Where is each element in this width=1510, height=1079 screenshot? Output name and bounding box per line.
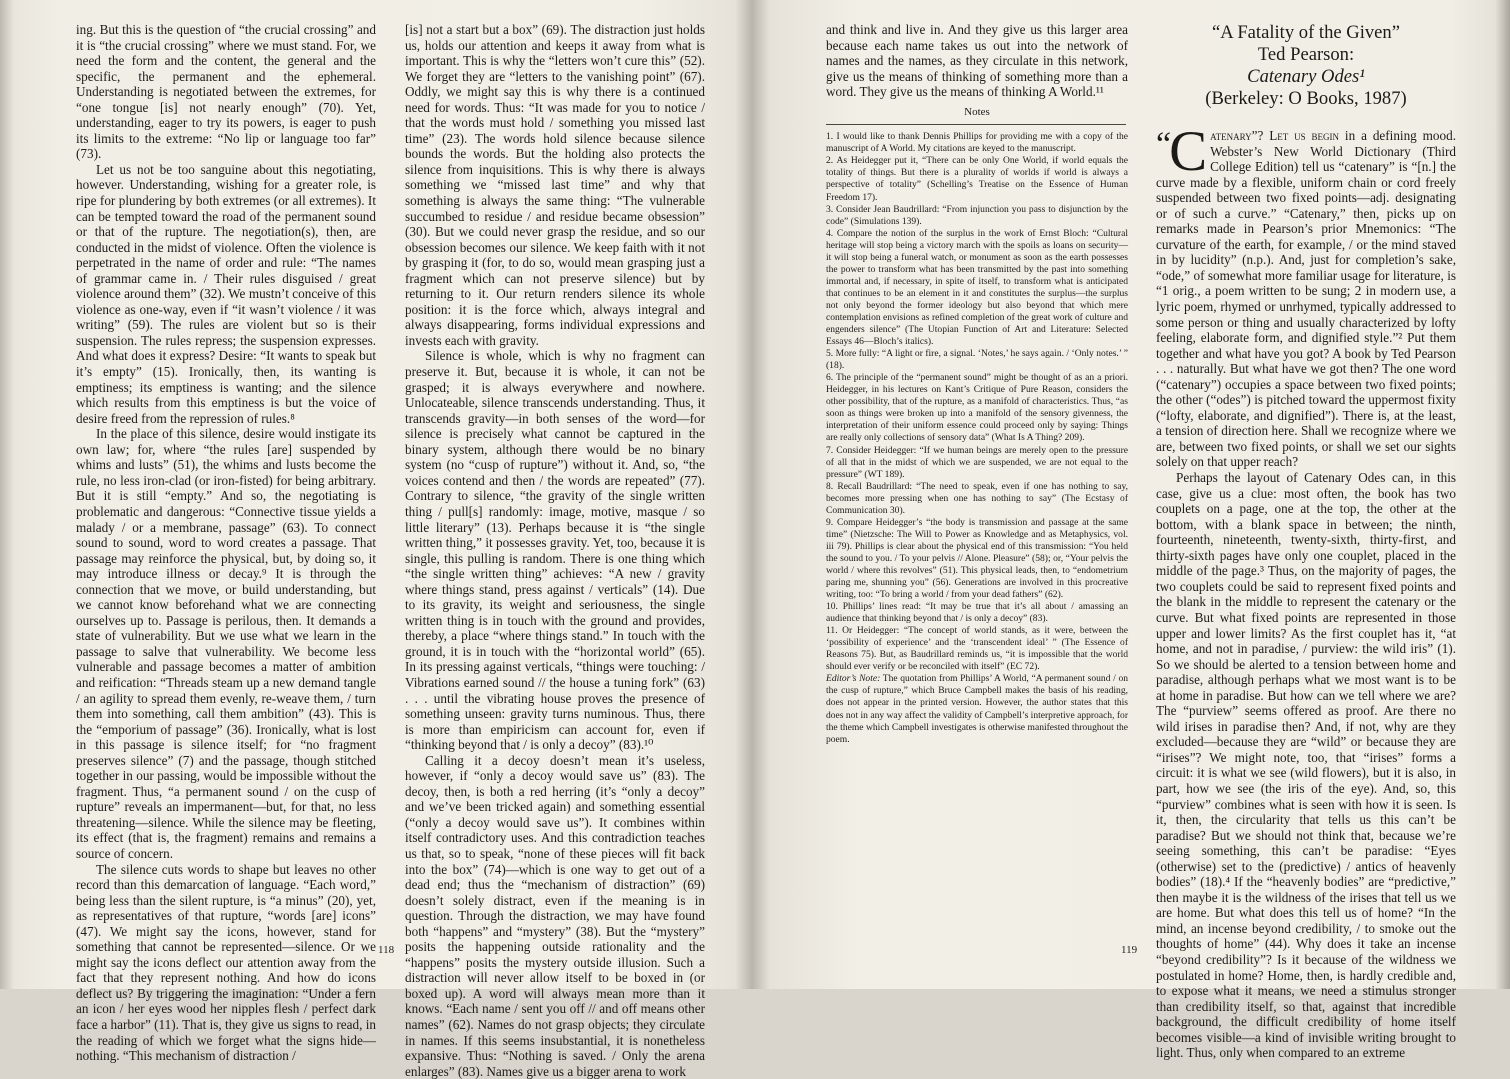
paragraph (1156, 120, 1456, 470)
drop-cap (1156, 120, 1208, 183)
footnote: 6. The principle of the “permanent sound” might be thought of as an a priori. Heidegger, in his lectures on Kant’s Critique of Pure Reason, considers the other possibility, that of the rupture, as a manifold of characteristics. Thus, “as soon as things were broken up into a manifold of the sensory givenness, the interpretation of their uniform essence could proceed only by saying: Things are really only collections of sensory data” (What Is A Thing? 209). (826, 372, 1128, 444)
footnote: 4. Compare the notion of the surplus in the work of Ernst Bloch: “Cultural heritage will stop being a victory march with the spoils as loans on security—it will stop being a funeral watch, or monument as soon as the earth possesses the power to transform what has been transmitted by the past into something immortal and, if necessary, in spite of itself, to transform what is anticipated that continues to be an element in it and constitutes the surplus—the surplus not only beyond the former ideology but also beyond that which mere contemplation envisions as refined completion of the great work of culture and engenders silence” (The Utopian Function of Art and Literature: Selected Essays 46—Bloch’s italics). (826, 227, 1128, 348)
paragraph: and think and live in. And they give us this larger area because each name takes us out into the network of names and the names, as they circulate in this network, give us the means of thinking of something more than a word. They give us the means of thinking A World.¹¹ (826, 22, 1128, 100)
paragraph: In the place of this silence, desire would instigate its own law; for, where “the rules [are] suspended by whims and lusts” (51), the whims and lusts become the rule, no less iron-clad (or iron-fisted) for being arbitrary. But it is still “empty.” And so, the negotiating is problematic and dangerous: “Connective tissue yields a malady / or a membrane, passage” (63). To connect sound to sound, word to word creates a passage. That passage may reinforce the physical, but, by doing so, it may introduce illness or decay.⁹ It is through the connection that we move, or build understanding, but we cannot know beforehand what we are connecting ourselves up to. Passage is perilous, then. It demands a state of vulnerability. But we use what we learn in the passage to salve that vulnerability. We become less vulnerable and passage becomes a matter of ambition and reification: “Threads steam up a new demand tangle / an agility to spread them evenly, re-weave them, / turn them into something, call them ambition” (43). This is the “emporium of passage” (36). Ironically, what is lost in this passage is silence itself; for “no fragment preserves silence” (7) and the passage, though stitched together in our passing, would be impossible without the fragment. Thus, “a permanent sound / on the cusp of rupture” reveals an impermanent—but, for that, no less threatening—silence. While the silence may be fleeting, its effect (that is, the fragment) remains and remains a source of concern. (76, 426, 376, 861)
article-title-line: “A Fatality of the Given” (1212, 22, 1400, 43)
footnote: 2. As Heidegger put it, “There can be only One World, if world equals the totality of things. But there is a plurality of worlds if world is always a perspective of totality” (Schelling’s Treatise on the Essence of Human Freedom 17). (826, 155, 1128, 203)
footnote: 11. Or Heidegger: “The concept of world stands, as it were, between the ‘possibility of experience’ and the ‘transcendent ideal’ ” (The Essence of Reasons 75). But, as Baudrillard reminds us, “it is impossible that the world should ever verify or be reconciled with itself” (EC 72). (826, 625, 1128, 673)
footnote: 7. Consider Heidegger: “If we human beings are merely open to the pressure of all that in the midst of which we are suspended, we are not equal to the pressure” (WT 189). (826, 444, 1128, 480)
paragraph: Let us not be too sanguine about this negotiating, however. Understanding, wishing for a greater role, is ripe for plundering by both extremes (or all extremes). It can be tempted toward the road of the permanent sound or that of the rupture. The negotiation(s), then, are conducted in the midst of violence. Often the violence is perpetrated in the name of order and rule: “The names of grammar came in. / Their rules disguised / great violence around them” (32). We mustn’t conceive of this violence as one-way, even if “it wasn’t violence / it was writing” (59). The rules are violent but so is their suspension. The rules repress; the suspension expresses. And what does it express? Desire: “It wants to speak but it’s empty” (15). Ironically, then, its wanting is emptiness; its emptiness is wanting; and the silence which results from this emptiness is but the voice of desire freed from the repression of rules.⁸ (76, 161, 376, 426)
paragraph: ing. But this is the question of “the crucial crossing” and it is “the crucial crossing” where we must stand. For, we need the form and the content, the general and the specific, the permanent and the ephemeral. Understanding is negotiated between the extremes, for “one tongue [is] not nearly enough” (70). Yet, understanding, eager to try its powers, is eager to push its limits to the extreme: “No lip or language too far” (73). (76, 22, 376, 162)
footnote: 5. More fully: “A light or fire, a signal. ‘Notes,’ he says again. / ‘Only notes.’ ” (18). (826, 348, 1128, 372)
paragraph: Perhaps the layout of Catenary Odes can, in this case, give us a clue: most often, the book has two couplets on a page, one at the top, the other at the bottom, with a blank space in between; the ninth, fourteenth, nineteenth, twenty-sixth, thirty-first, and thirty-sixth pages have only one couplet, placed in the middle of the page.³ Thus, on the majority of pages, the two couplets could be said to represent fixed points and the blank in the middle to represent the catenary or the curve. But what fixed points are represented in those upper and lower limits? As the first couplet has it, “at home, and not in paradise, / purview: the wild iris” (1). So we should be alerted to a tension between home and paradise, although perhaps what we most want is to be at home in paradise. But how can we tell where we are? The “purview” seems offered as proof. Are there no wild irises in paradise then? And, if not, why are they excluded—because they are “wild” or because they are “irises”? We might note, too, that “irises” forms a circuit: it is what we see (wild flowers), but it is also, in part, how we see (the iris of the eye). And, so, this “purview” combines what is seen with how it is seen. Is it, then, the circularity that tells us this can’t be paradise? But we should not think that, because we’re seeing something, this can’t be paradise: “Eyes (otherwise) set to the (predictive) / antics of heavenly bodies” (18).⁴ If the “heavenly bodies” are “predictive,” then maybe it is the wildness of the irises that tell us we are home. But what does this tell us of home? “In the mind, an incense beyond credibility, / to smoke out the thoughts of home” (44). Why does it take an incense “beyond credibility”? Is it because of the wildness we postulated in home? Home, then, is hardly credible and, to expose what it means, we need a stimulus stronger than credibility itself, so that, against that incredible background, the difficult credibility of home itself becomes visible—a kind of invisible writing brought to light. Thus, only when compared to an extreme (1156, 470, 1456, 1061)
editors-note-text: The quotation from Phillips’ A World, “A permanent sound / on the cusp of rupture,” which Bruce Campbell makes the basis of his reading, does not appear in the printed version. However, the author states that this does not in any way affect the validity of Campbell’s interpretive approach, for the theme which Campbell investigates is otherwise manifested throughout the poem. (826, 673, 1128, 745)
lead-in: atenary”? Let us begin (1210, 128, 1340, 143)
drop-cap-quote: “ (1156, 126, 1172, 163)
editors-note (826, 673, 1128, 745)
right-page-column-1 (826, 22, 1128, 746)
footnote: 9. Compare Heidegger’s “the body is transmission and passage at the same time” (Nietzsche: The Will to Power as Knowledge and as Metaphysics, vol. iii 79). Phillips is clear about the physical end of this transmission: “You held the sound to you. / To your pelvis // Alone. Pleasure” (58); or, “Your pelvis the world / where this revolves” (51). This physical leads, then, to “endometrium paring me, shunning you” (56). Generations are involved in this procreative writing, too: “To bring a world / from your dead fathers” (62). (826, 516, 1128, 601)
paragraph-text: in a defining mood. Webster’s New World Dictionary (Third College Edition) tell us “catenary” is “[n.] the curve made by a flexible, uniform chain or cord freely suspended between two fixed points—adj. designating or of such a curve.” “Catenary,” then, picks up on remarks made in Pearson’s prior Mnemonics: “The curvature of the earth, for example, / or the mind staved in by lucidity” (n.p.). And, just for completion’s sake, “ode,” of somewhat more familiar usage for literature, is “1 orig., a poem written to be sung; 2 in modern use, a lyric poem, rhymed or unrhymed, typically addressed to some person or thing and usually characterized by lofty feeling, elaborate form, and dignified style.”² Put them together and what have you got? A book by Ted Pearson . . . naturally. But what have we got then? The one word (“catenary”) occupies a space between two fixed points; the other (“odes”) is pitched toward the uppermost fixity (“lofty, elaborate, and dignified”). There is, at the least, a tension of direction here. Shall we recognize where we are, between two fixed points, or shall we set our sights solely on that upper reach? (1156, 128, 1456, 470)
article-title (1156, 22, 1456, 110)
paragraph: Silence is whole, which is why no fragment can preserve it. But, because it is whole, it can not be grasped; it is always everywhere and nowhere. Unlocateable, silence transcends understanding. Thus, it transcends gravity—in both senses of the word—for silence is precisely what cannot be captured in the binary system, although there would be no binary system (no “cusp of rupture”) without it. And, so, “the voices contend and then / the words are repeated” (77). Contrary to silence, “the gravity of the single written thing / pull[s] randomly: image, motive, masque / so little literary” (13). Perhaps because it is “the single written thing,” it possesses gravity. Yet, too, because it is single, this pulling is random. There is one thing which “the single written thing” achieves: “A new / gravity where things stand, press against / verticals” (14). Due to its gravity, its weight and seriousness, the single written thing is in touch with the ground and provides, thereby, a place “where things stand.” In touch with the ground, it is in touch with the “horizontal world” (65). In its pressing against verticals, “things were touching: / Vibrations earned sound // the house a tuning fork” (63) . . . until the vibrating house proves the presence of something unseen: gravity turns numinous. Thus, there is more than empiricism can account for, even if “thinking beyond that / is only a decoy” (83).¹⁰ (405, 348, 705, 753)
drop-cap-letter: C (1169, 120, 1208, 183)
left-page-column-2 (405, 22, 705, 1079)
editors-note-label: Editor’s Note: (826, 673, 881, 685)
footnote: 3. Consider Jean Baudrillard: “From injunction you pass to disjunction by the code” (Simulations 139). (826, 203, 1128, 227)
footnote: 1. I would like to thank Dennis Phillips for providing me with a copy of the manuscript of A World. My citations are keyed to the manuscript. (826, 131, 1128, 155)
footnote: 10. Phillips’ lines read: “It may be true that it’s all about / amassing an audience that thinking beyond that / is only a decoy” (83). (826, 601, 1128, 625)
paragraph: The silence cuts words to shape but leaves no other record than this demarcation of language. “Each word,” being less than the silent rupture, is “a minus” (20), yet, as representatives of that rupture, “words [are] icons” (47). We might say the icons, however, stand for something that cannot be represented—silence. Or we might say the icons deflect our attention away from the fact that they represent nothing. And how do icons deflect us? By triggering the imagination: “Under a fern an icon / her eyes wood her nipples flesh / perfect dark face a harbor” (11). That is, they give us signs to read, in the reading of which we forget what the signs hide—nothing. “This mechanism of distraction / (76, 861, 376, 1064)
article-publication: (Berkeley: O Books, 1987) (1205, 88, 1407, 109)
footnote: 8. Recall Baudrillard: “The need to speak, even if one has nothing to say, becomes more pressing when one has nothing to say” (The Ecstasy of Communication 30). (826, 480, 1128, 516)
page-number-left: 118 (378, 944, 395, 956)
page-number-right: 119 (1121, 944, 1138, 956)
article-book-title: Catenary Odes¹ (1247, 66, 1365, 87)
paragraph: [is] not a start but a box” (69). The distraction just holds us, holds our attention and keeps it away from what is important. This is why the “letters won’t cure this” (52). We forget they are “letters to the vanishing point” (67). Oddly, we might say this is why there is a continued need for words. Thus: “It was made for you to notice / that the words must hold / something you missed last time” (23). The words hold silence because silence bounds the words. But the holding also protects the silence from inquisitions. This is why there is always something we “missed last time” and why that something is always the same thing: “The vulnerable succumbed to residue / and residue became obsession” (30). But we could never grasp the residue, and so our obsession becomes our silence. We keep faith with it not by grasping it (for, to do so, would mean grasping just a fragment which can not preserve silence) but by returning to it. Our return renders silence its whole position: it is the force which, always integral and always disappearing, forms individual expressions and invests each with gravity. (405, 22, 705, 348)
left-page-column-1 (76, 22, 376, 1064)
notes-heading: Notes (964, 105, 990, 118)
article-author: Ted Pearson: (1257, 44, 1355, 65)
right-page-column-2 (1156, 22, 1456, 1061)
paragraph: Calling it a decoy doesn’t mean it’s useless, however, if “only a decoy would save us” (83). The decoy, then, is both a red herring (it’s “only a decoy” and we’ve been tricked again) and something essential (“only a decoy would save us”). It combines within itself contradictory uses. And this contradiction teaches us that, so to speak, “none of these pieces will fit back into the box” (74)—which is one way to get out of a dead end; thus the “mechanism of distraction” (69) doesn’t solely distract, even if the meaning is in question. Through the distraction, we may have found both “happens” and “mystery” (38). But the “mystery” posits the happening outside rationality and the “happens” posits the mystery outside illusion. Such a distraction will never allow itself to be boxed in (or boxed up). A word will always mean more than it knows. “Each name / sent you off // and off means other names” (62). Names do not grasp objects; they circulate in names. If this seems insubstantial, it is nonetheless expansive. Thus: “Nothing is saved. / Only the arena enlarges” (83). Names give us a bigger arena to work (405, 752, 705, 1079)
